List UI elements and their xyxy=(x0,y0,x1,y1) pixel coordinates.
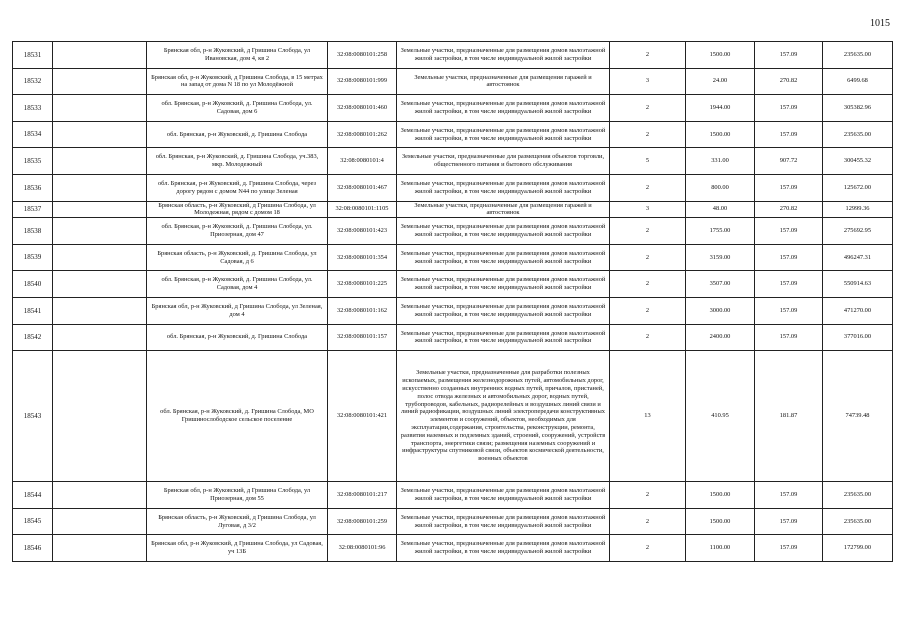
group-cell: 2 xyxy=(610,218,686,245)
cadastral-number-cell: 32:08:0080101:96 xyxy=(328,535,397,562)
cadastral-number-cell: 32:08:0080101:999 xyxy=(328,68,397,95)
group-cell: 2 xyxy=(610,324,686,351)
group-cell: 2 xyxy=(610,174,686,201)
table-row xyxy=(13,68,893,95)
area-cell: 24.00 xyxy=(686,68,755,95)
cadastral-table xyxy=(12,41,893,562)
table-row xyxy=(13,95,893,122)
group-cell: 2 xyxy=(610,482,686,509)
land-use-cell: Земельные участки, предназначенные для размещения домов малоэтажной жилой застройки, в том числе индивидуальной жилой застройки xyxy=(397,271,610,298)
empty-cell xyxy=(53,244,147,271)
cadastral-number-cell: 32:08:0080101:460 xyxy=(328,95,397,122)
area-cell: 1755.00 xyxy=(686,218,755,245)
cadastral-value-cell: 125672.00 xyxy=(823,174,893,201)
table-row xyxy=(13,121,893,148)
group-cell: 2 xyxy=(610,535,686,562)
land-use-cell: Земельные участки, предназначенные для размещения домов малоэтажной жилой застройки, в том числе индивидуальной жилой застройки xyxy=(397,95,610,122)
empty-cell xyxy=(53,42,147,69)
area-cell: 1500.00 xyxy=(686,508,755,535)
empty-cell xyxy=(53,68,147,95)
group-cell: 3 xyxy=(610,201,686,218)
specific-value-cell: 270.82 xyxy=(755,68,823,95)
table-row xyxy=(13,482,893,509)
specific-value-cell: 157.09 xyxy=(755,324,823,351)
address-cell: обл. Брянская, р-н Жуковский, д. Гришина Слобода, ул. Приозерная, дом 47 xyxy=(147,218,328,245)
cadastral-value-cell: 471270.00 xyxy=(823,297,893,324)
address-cell: обл. Брянская, р-н Жуковский, д. Гришина Слобода, ул. Садовая, дом 4 xyxy=(147,271,328,298)
row-number-cell: 18538 xyxy=(13,218,53,245)
area-cell: 2400.00 xyxy=(686,324,755,351)
table-row xyxy=(13,148,893,175)
group-cell: 2 xyxy=(610,95,686,122)
address-cell: обл. Брянская, р-н Жуковский, д. Гришина Слобода, уч.383, мкр. Молодежный xyxy=(147,148,328,175)
row-number-cell: 18542 xyxy=(13,324,53,351)
row-number-cell: 18546 xyxy=(13,535,53,562)
area-cell: 1500.00 xyxy=(686,482,755,509)
empty-cell xyxy=(53,271,147,298)
cadastral-number-cell: 32:08:0080101:225 xyxy=(328,271,397,298)
row-number-cell: 18545 xyxy=(13,508,53,535)
area-cell: 3159.00 xyxy=(686,244,755,271)
row-number-cell: 18532 xyxy=(13,68,53,95)
cadastral-number-cell: 32:08:0080101:262 xyxy=(328,121,397,148)
empty-cell xyxy=(53,148,147,175)
address-cell: Брянская обл, р-н Жуковский, д Гришина Слобода, ул Зеленая, дом 4 xyxy=(147,297,328,324)
empty-cell xyxy=(53,324,147,351)
table-row xyxy=(13,244,893,271)
table-row xyxy=(13,535,893,562)
area-cell: 3507.00 xyxy=(686,271,755,298)
address-cell: обл. Брянская, р-н Жуковский, д. Гришина Слобода xyxy=(147,324,328,351)
row-number-cell: 18543 xyxy=(13,351,53,482)
row-number-cell: 18539 xyxy=(13,244,53,271)
address-cell: Брянская область, р-н Жуковский, д Гришина Слобода, ул Молодежная, рядом с домом 18 xyxy=(147,201,328,218)
land-use-cell: Земельные участки, предназначенные для размещения домов малоэтажной жилой застройки, в том числе индивидуальной жилой застройки xyxy=(397,244,610,271)
row-number-cell: 18540 xyxy=(13,271,53,298)
area-cell: 800.00 xyxy=(686,174,755,201)
land-use-cell: Земельные участки, предназначенные для размещения домов малоэтажной жилой застройки, в том числе индивидуальной жилой застройки xyxy=(397,535,610,562)
land-use-cell: Земельные участки, предназначенные для размещения домов малоэтажной жилой застройки, в том числе индивидуальной жилой застройки xyxy=(397,42,610,69)
group-cell: 13 xyxy=(610,351,686,482)
empty-cell xyxy=(53,95,147,122)
address-cell: Брянская обл, р-н Жуковский, д Гришина Слобода, в 15 метрах на запад от дома N 18 по ул Молодёжной xyxy=(147,68,328,95)
empty-cell xyxy=(53,482,147,509)
table-row xyxy=(13,201,893,218)
land-use-cell: Земельные участки, предназначенные для размещения домов малоэтажной жилой застройки, в том числе индивидуальной жилой застройки xyxy=(397,324,610,351)
specific-value-cell: 157.09 xyxy=(755,271,823,298)
table-row xyxy=(13,271,893,298)
row-number-cell: 18534 xyxy=(13,121,53,148)
table-row xyxy=(13,297,893,324)
table-row xyxy=(13,508,893,535)
table-row xyxy=(13,42,893,69)
cadastral-number-cell: 32:08:0080101:467 xyxy=(328,174,397,201)
row-number-cell: 18537 xyxy=(13,201,53,218)
table-row xyxy=(13,218,893,245)
group-cell: 2 xyxy=(610,508,686,535)
cadastral-number-cell: 32:08:0080101:1105 xyxy=(328,201,397,218)
page-number: 1015 xyxy=(870,18,890,29)
empty-cell xyxy=(53,201,147,218)
address-cell: Брянская обл, р-н Жуковский, д Гришина Слобода, ул Ивановская, дом 4, кв 2 xyxy=(147,42,328,69)
cadastral-number-cell: 32:08:0080101:259 xyxy=(328,508,397,535)
cadastral-value-cell: 6499.68 xyxy=(823,68,893,95)
address-cell: обл. Брянская, р-н Жуковский, д. Гришина Слобода, через дорогу рядом с домом N44 по улице Зеленая xyxy=(147,174,328,201)
cadastral-value-cell: 275692.95 xyxy=(823,218,893,245)
specific-value-cell: 157.09 xyxy=(755,218,823,245)
row-number-cell: 18531 xyxy=(13,42,53,69)
empty-cell xyxy=(53,508,147,535)
specific-value-cell: 157.09 xyxy=(755,297,823,324)
land-use-cell: Земельные участки, предназначенные для размещения объектов торговли, общественного питания и бытового обслуживания xyxy=(397,148,610,175)
row-number-cell: 18535 xyxy=(13,148,53,175)
land-use-cell: Земельные участки, предназначенные для размещения гаражей и автостоянок xyxy=(397,201,610,218)
cadastral-value-cell: 300455.32 xyxy=(823,148,893,175)
area-cell: 1944.00 xyxy=(686,95,755,122)
group-cell: 2 xyxy=(610,244,686,271)
specific-value-cell: 157.09 xyxy=(755,508,823,535)
area-cell: 1500.00 xyxy=(686,121,755,148)
specific-value-cell: 157.09 xyxy=(755,42,823,69)
cadastral-value-cell: 550914.63 xyxy=(823,271,893,298)
cadastral-value-cell: 305382.96 xyxy=(823,95,893,122)
cadastral-value-cell: 74739.48 xyxy=(823,351,893,482)
cadastral-value-cell: 235635.00 xyxy=(823,482,893,509)
group-cell: 5 xyxy=(610,148,686,175)
address-cell: Брянская область, р-н Жуковский, д Гришина Слобода, ул Луговая, д 3/2 xyxy=(147,508,328,535)
empty-cell xyxy=(53,535,147,562)
cadastral-number-cell: 32:08:0080101:4 xyxy=(328,148,397,175)
row-number-cell: 18544 xyxy=(13,482,53,509)
area-cell: 410.95 xyxy=(686,351,755,482)
land-use-cell: Земельные участки, предназначенные для размещения гаражей и автостоянок xyxy=(397,68,610,95)
cadastral-number-cell: 32:08:0080101:162 xyxy=(328,297,397,324)
area-cell: 48.00 xyxy=(686,201,755,218)
table-row xyxy=(13,324,893,351)
row-number-cell: 18533 xyxy=(13,95,53,122)
specific-value-cell: 157.09 xyxy=(755,174,823,201)
specific-value-cell: 157.09 xyxy=(755,244,823,271)
empty-cell xyxy=(53,351,147,482)
group-cell: 2 xyxy=(610,297,686,324)
specific-value-cell: 157.09 xyxy=(755,121,823,148)
group-cell: 2 xyxy=(610,121,686,148)
empty-cell xyxy=(53,218,147,245)
area-cell: 1100.00 xyxy=(686,535,755,562)
group-cell: 2 xyxy=(610,42,686,69)
specific-value-cell: 270.82 xyxy=(755,201,823,218)
address-cell: Брянская обл, р-н Жуковский, д Гришина Слобода, ул Садовая, уч 13Б xyxy=(147,535,328,562)
cadastral-value-cell: 235635.00 xyxy=(823,42,893,69)
land-use-cell: Земельные участки, предназначенные для размещения домов малоэтажной жилой застройки, в том числе индивидуальной жилой застройки xyxy=(397,121,610,148)
land-use-cell: Земельные участки, предназначенные для разработки полезных ископаемых, размещения железнодорожных путей, автомобильных дорог, искусственно созданных внутренних водных путей, причалов, пристаней, полос отвода железных и автомобильных дорог, водных путей, трубопроводов, кабельных, радиорелейных и воздушных линий связи и линий радиофикации, воздушных линий электропередачи конструктивных элементов и сооружений, объектов, необходимых для эксплуатации,содержания, строительства, реконструкции, ремонта, развития наземных и подземных зданий, строений, сооружений, устройств транспорта, энергетики связи; размещения наземных сооружений и инфраструктуры спутниковой связи, объектов космической деятельности, военных объектов xyxy=(397,351,610,482)
group-cell: 3 xyxy=(610,68,686,95)
cadastral-number-cell: 32:08:0080101:421 xyxy=(328,351,397,482)
land-use-cell: Земельные участки, предназначенные для размещения домов малоэтажной жилой застройки, в том числе индивидуальной жилой застройки xyxy=(397,482,610,509)
land-use-cell: Земельные участки, предназначенные для размещения домов малоэтажной жилой застройки, в том числе индивидуальной жилой застройки xyxy=(397,297,610,324)
cadastral-value-cell: 235635.00 xyxy=(823,121,893,148)
address-cell: обл. Брянская, р-н Жуковский, д. Гришина Слобода, МО Гришинослободское сельское поселение xyxy=(147,351,328,482)
address-cell: обл. Брянская, р-н Жуковский, д. Гришина Слобода, ул. Садовая, дом 6 xyxy=(147,95,328,122)
address-cell: обл. Брянская, р-н Жуковский, д. Гришина Слобода xyxy=(147,121,328,148)
cadastral-value-cell: 377016.00 xyxy=(823,324,893,351)
empty-cell xyxy=(53,121,147,148)
specific-value-cell: 157.09 xyxy=(755,482,823,509)
cadastral-value-cell: 172799.00 xyxy=(823,535,893,562)
area-cell: 3000.00 xyxy=(686,297,755,324)
cadastral-value-cell: 496247.31 xyxy=(823,244,893,271)
cadastral-number-cell: 32:08:0080101:423 xyxy=(328,218,397,245)
table-row xyxy=(13,351,893,482)
area-cell: 1500.00 xyxy=(686,42,755,69)
cadastral-number-cell: 32:08:0080101:217 xyxy=(328,482,397,509)
empty-cell xyxy=(53,174,147,201)
cadastral-number-cell: 32:08:0080101:258 xyxy=(328,42,397,69)
specific-value-cell: 181.87 xyxy=(755,351,823,482)
area-cell: 331.00 xyxy=(686,148,755,175)
group-cell: 2 xyxy=(610,271,686,298)
land-use-cell: Земельные участки, предназначенные для размещения домов малоэтажной жилой застройки, в том числе индивидуальной жилой застройки xyxy=(397,508,610,535)
land-use-cell: Земельные участки, предназначенные для размещения домов малоэтажной жилой застройки, в том числе индивидуальной жилой застройки xyxy=(397,174,610,201)
cadastral-value-cell: 235635.00 xyxy=(823,508,893,535)
address-cell: Брянская область, р-н Жуковский, д. Гришина Слобода, ул Садовая, д 6 xyxy=(147,244,328,271)
specific-value-cell: 157.09 xyxy=(755,535,823,562)
land-use-cell: Земельные участки, предназначенные для размещения домов малоэтажной жилой застройки, в том числе индивидуальной жилой застройки xyxy=(397,218,610,245)
empty-cell xyxy=(53,297,147,324)
cadastral-value-cell: 12999.36 xyxy=(823,201,893,218)
specific-value-cell: 907.72 xyxy=(755,148,823,175)
table-row xyxy=(13,174,893,201)
cadastral-number-cell: 32:08:0080101:157 xyxy=(328,324,397,351)
specific-value-cell: 157.09 xyxy=(755,95,823,122)
row-number-cell: 18536 xyxy=(13,174,53,201)
address-cell: Брянская обл, р-н Жуковский, д Гришина Слобода, ул Приозерная, дом 55 xyxy=(147,482,328,509)
row-number-cell: 18541 xyxy=(13,297,53,324)
cadastral-number-cell: 32:08:0080101:354 xyxy=(328,244,397,271)
